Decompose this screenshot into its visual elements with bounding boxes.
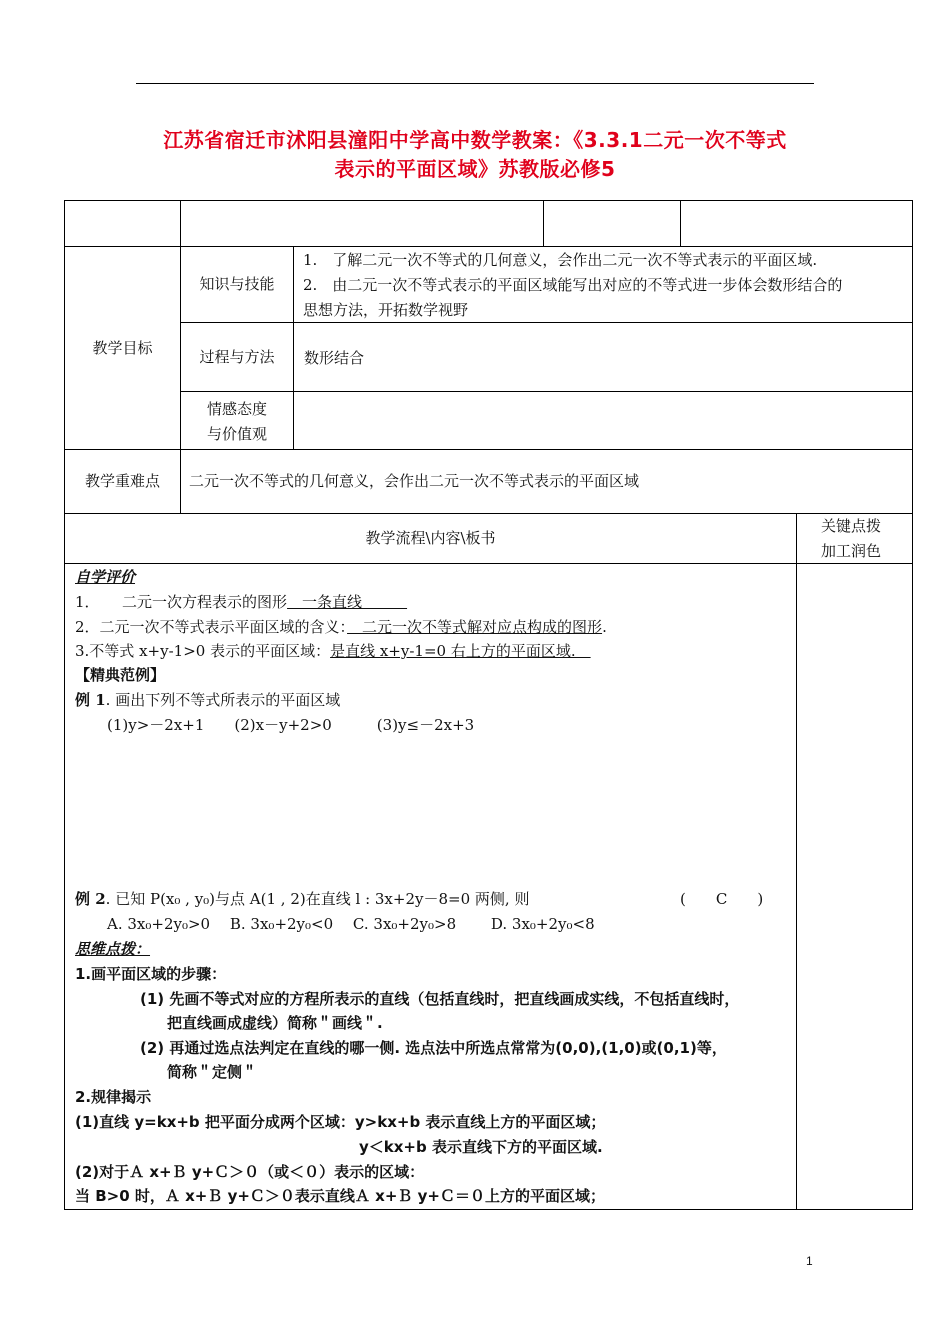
knowledge-item-1: 1. 了解二元一次不等式的几何意义，会作出二元一次不等式表示的平面区域. [303,251,818,269]
step-2-line-2: 简称＂定侧＂ [167,1063,258,1081]
ex2-text: . 已知 P(x₀ , y₀)与点 A(1 , 2)在直线 l : 3x+2y－8=0 两侧, 则 [105,890,530,908]
q3-answer: 是直线 x+y-1=0 右上方的平面区域. [330,642,591,660]
rule-1-line-1: (1)直线 y=kx+b 把平面分成两个区域：y>kx+b 表示直线上方的平面区域； [75,1113,606,1131]
ex1-items: (1)y>－2x+1 (2)x－y+2>0 (3)y≤－2x+3 [107,716,475,734]
examples-heading: 【精典范例】 [75,666,166,684]
q2-prefix: 2．二元一次不等式表示平面区域的含义： [75,618,348,636]
q1-answer: 一条直线 [287,593,408,611]
ex2-answer: ( C ) [680,890,764,908]
difficulty-text: 二元一次不等式的几何意义，会作出二元一次不等式表示的平面区域 [189,472,640,490]
flow-header-cell [64,513,797,564]
flow-header: 教学流程\内容\板书 [365,529,496,547]
side-header-line-2: 加工润色 [821,542,882,560]
question-2 [75,616,607,638]
knowledge-item-2: 2. 由二元一次不等式表示的平面区域能写出对应的不等式进一步体会数形结合的 [303,276,843,294]
question-1 [75,591,407,613]
rules-title: 2.规律揭示 [75,1088,152,1106]
q3-prefix: 3.不等式 x+y-1>0 表示的平面区域： [75,642,331,660]
blank-cell-3 [543,200,681,247]
process-label: 过程与方法 [199,347,275,366]
example-2 [75,888,529,910]
emotion-label-line-1: 情感态度 [207,400,268,418]
notes-cell [796,563,913,1210]
question-3 [75,640,591,662]
q1-prefix: 1． 二元一次方程表示的图形 [75,593,288,611]
emotion-label-cell [180,391,294,450]
process-text: 数形结合 [304,349,365,367]
difficulty-label: 教学重难点 [84,472,160,490]
self-eval-heading: 自学评价 [75,568,136,586]
step-1-line-2: 把直线画成虚线）简称＂画线＂. [167,1014,383,1032]
ex2-options: A. 3x₀+2y₀>0 B. 3x₀+2y₀<0 C. 3x₀+2y₀>8 D. 3x₀+2y₀<8 [107,915,595,933]
ex1-text: . 画出下列不等式所表示的平面区域 [105,691,341,709]
blank-cell-2 [180,200,544,247]
ex1-label: 例 1 [75,691,106,709]
side-header-cell [796,513,913,564]
document-title-line-1: 江苏省宿迁市沭阳县潼阳中学高中数学教案：《3.3.1二元一次不等式 [163,128,787,152]
knowledge-label-cell [180,246,294,323]
knowledge-item-2-cont: 思想方法，开拓数学视野 [303,301,469,319]
header-rule [136,83,814,84]
ex2-label: 例 2 [75,890,106,908]
emotion-label-line-2: 与价值观 [207,425,268,443]
example-1 [75,689,340,711]
difficulty-label-cell [64,449,181,514]
goals-label-cell [64,246,181,450]
goals-label: 教学目标 [92,338,153,357]
rule-2: (2)对于Ａ x+Ｂ y+Ｃ＞０（或＜０）表示的区域： [75,1163,425,1181]
steps-title: 1.画平面区域的步骤： [75,965,227,983]
rule-3: 当 B>0 时，Ａ x+Ｂ y+Ｃ＞０表示直线Ａ x+Ｂ y+Ｃ＝０上方的平面区域； [75,1187,605,1205]
process-label-cell [180,322,294,392]
process-content-cell [293,322,913,392]
document-title-line-2: 表示的平面区域》苏教版必修5 [334,157,616,181]
knowledge-label: 知识与技能 [199,275,275,293]
side-header-line-1: 关键点拨 [821,517,882,535]
rule-1-line-2: y＜kx+b 表示直线下方的平面区域. [359,1138,603,1156]
knowledge-content-cell [293,246,913,323]
blank-cell-4 [680,200,913,247]
emotion-content-cell [293,391,913,450]
step-1-line-1: (1) 先画不等式对应的方程所表示的直线（包括直线时，把直线画成实线，不包括直线时， [140,990,740,1008]
difficulty-content-cell [180,449,913,514]
thinking-heading: 思维点拨： [75,940,151,958]
step-2-line-1: (2) 再通过选点法判定在直线的哪一侧. 选点法中所选点常常为(0,0),(1,0)或(0,1)等， [140,1039,727,1057]
blank-cell-1 [64,200,181,247]
q2-suffix: . [602,618,607,636]
q2-answer: 二元一次不等式解对应点构成的图形 [347,618,603,636]
page-number: 1 [806,1254,813,1268]
